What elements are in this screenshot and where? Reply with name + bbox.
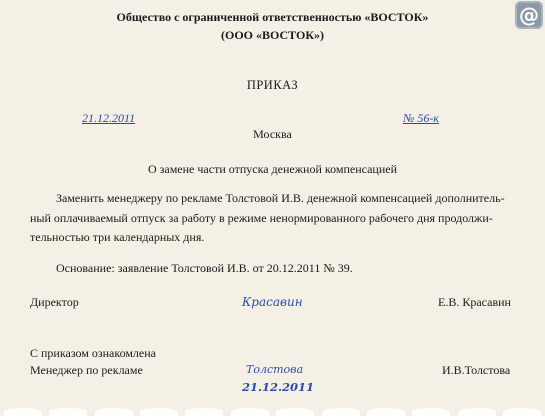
page-edge-decoration bbox=[0, 408, 545, 416]
body-line: тельностью три календарных дня. bbox=[30, 230, 205, 244]
at-sign-icon: @ bbox=[515, 1, 543, 29]
manager-position: Менеджер по рекламе bbox=[30, 363, 143, 377]
manager-name: И.В.Толстова bbox=[442, 363, 511, 377]
manager-signature: Толстова bbox=[246, 363, 304, 376]
body-line: Заменить менеджеру по рекламе Толстовой И.В. денежной компенсацией дополнитель- bbox=[56, 191, 505, 205]
order-basis: Основание: заявление Толстовой И.В. от 20.12.2011 № 39. bbox=[56, 261, 353, 275]
document-title: ПРИКАЗ bbox=[246, 78, 299, 92]
director-signature: Красавин bbox=[242, 295, 303, 309]
acknowledgment-heading: С приказом ознакомлена bbox=[30, 346, 156, 360]
body-line: ный оплачиваемый отпуск за работу в режиме ненормированного рабочего дня продолжи- bbox=[30, 210, 493, 225]
director-position: Директор bbox=[30, 295, 79, 309]
organization-full-name: Общество с ограниченной ответственностью «ВОСТОК» bbox=[116, 10, 429, 24]
order-date: 21.12.2011 bbox=[82, 111, 136, 125]
organization-short-name: (ООО «ВОСТОК») bbox=[220, 28, 325, 42]
order-subject: О замене части отпуска денежной компенсацией bbox=[147, 162, 398, 176]
acknowledgment-date: 21.12.2011 bbox=[242, 380, 315, 394]
order-number: № 56-к bbox=[403, 111, 439, 125]
order-body bbox=[30, 189, 514, 248]
order-city: Москва bbox=[253, 127, 292, 141]
director-name: Е.В. Красавин bbox=[438, 295, 511, 309]
